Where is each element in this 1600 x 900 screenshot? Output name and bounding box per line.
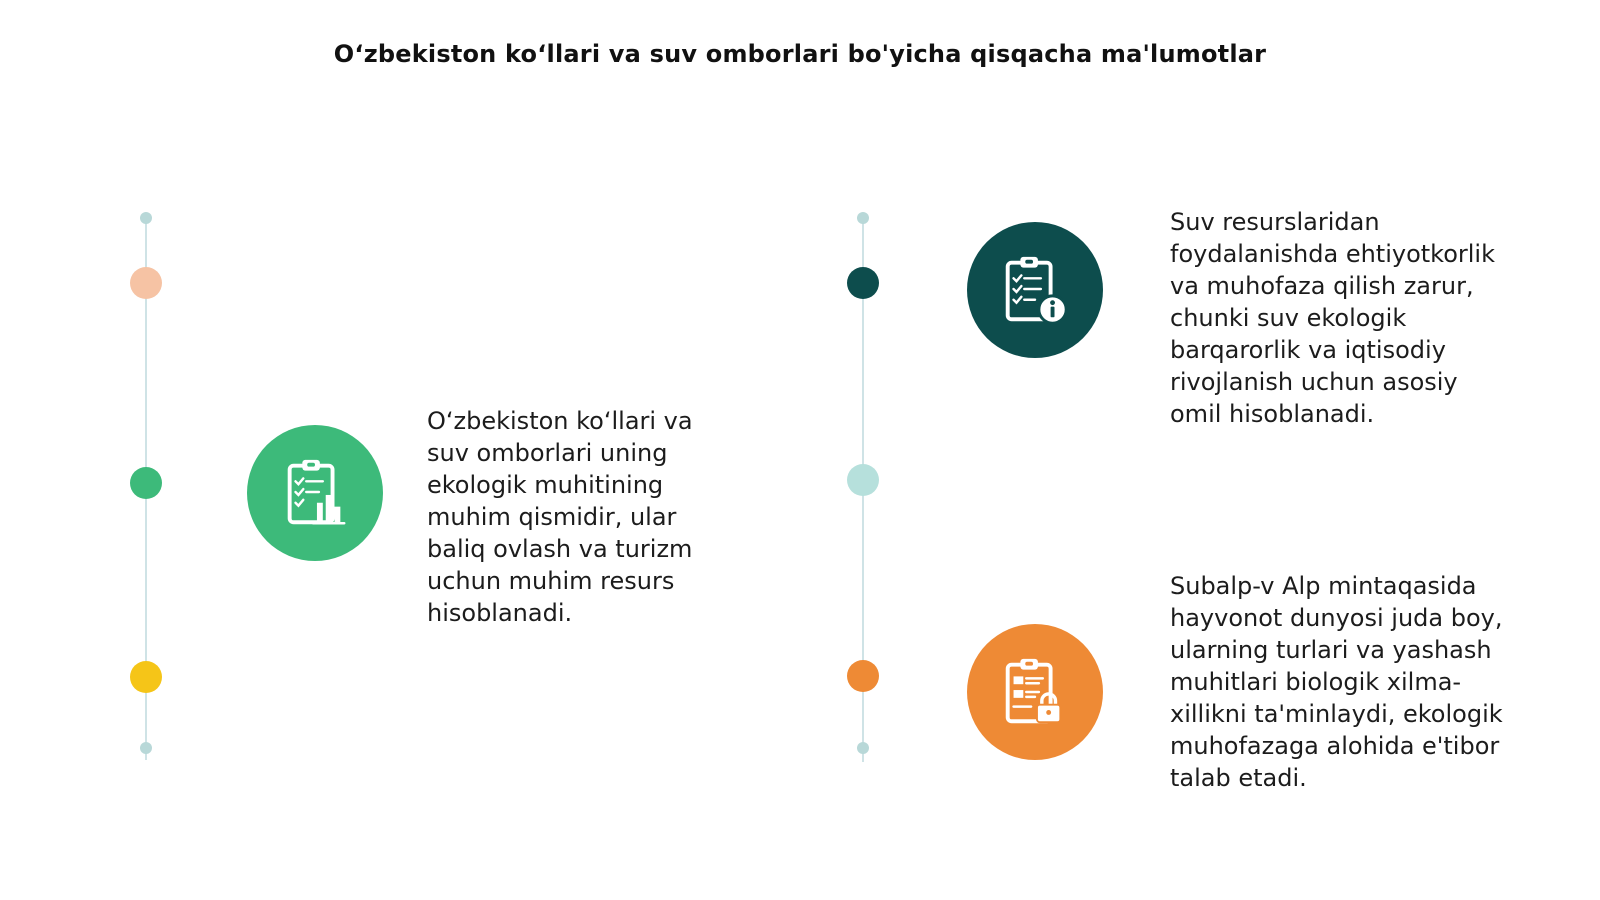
- timeline-dot-orange: [847, 660, 879, 692]
- timeline-start-dot: [857, 212, 869, 224]
- clipboard-lock-icon: [967, 624, 1103, 760]
- timeline-dot-green: [130, 467, 162, 499]
- timeline-dot-yellow: [130, 661, 162, 693]
- item-text-1: O‘zbekiston ko‘llari va suv omborlari uning ekologik muhitining muhim qismidir, ular baliq ovlash va turizm uchun muhim resurs hisoblanadi.: [427, 407, 693, 627]
- right-timeline: [847, 210, 879, 770]
- clipboard-info-icon: [967, 222, 1103, 358]
- item-text-3: Subalp-v Alp mintaqasida hayvonot dunyosi juda boy, ularning turlari va yashash muhitlari biologik xilma- xillikni ta'minlaydi, ekologik muhofazaga alohida e'tibor talab etadi.: [1170, 572, 1503, 792]
- clipboard-lock-glyph: [996, 653, 1074, 731]
- timeline-start-dot: [140, 212, 152, 224]
- item-text-2: Suv resurslaridan foydalanishda ehtiyotkorlik va muhofaza qilish zarur, chunki suv ekologik barqarorlik va iqtisodiy rivojlanish uchun asosiy omil hisoblanadi.: [1170, 208, 1495, 428]
- timeline-end-dot: [140, 742, 152, 754]
- clipboard-info-glyph: [996, 251, 1074, 329]
- page-title: O‘zbekiston ko‘llari va suv omborlari bo'yicha qisqacha ma'lumotlar: [333, 40, 1267, 68]
- clipboard-chart-icon: [247, 425, 383, 561]
- clipboard-chart-glyph: [276, 454, 354, 532]
- timeline-dot-light-teal: [847, 464, 879, 496]
- timeline-dot-dark-teal: [847, 267, 879, 299]
- left-timeline: [130, 210, 162, 770]
- timeline-end-dot: [857, 742, 869, 754]
- timeline-dot-peach: [130, 267, 162, 299]
